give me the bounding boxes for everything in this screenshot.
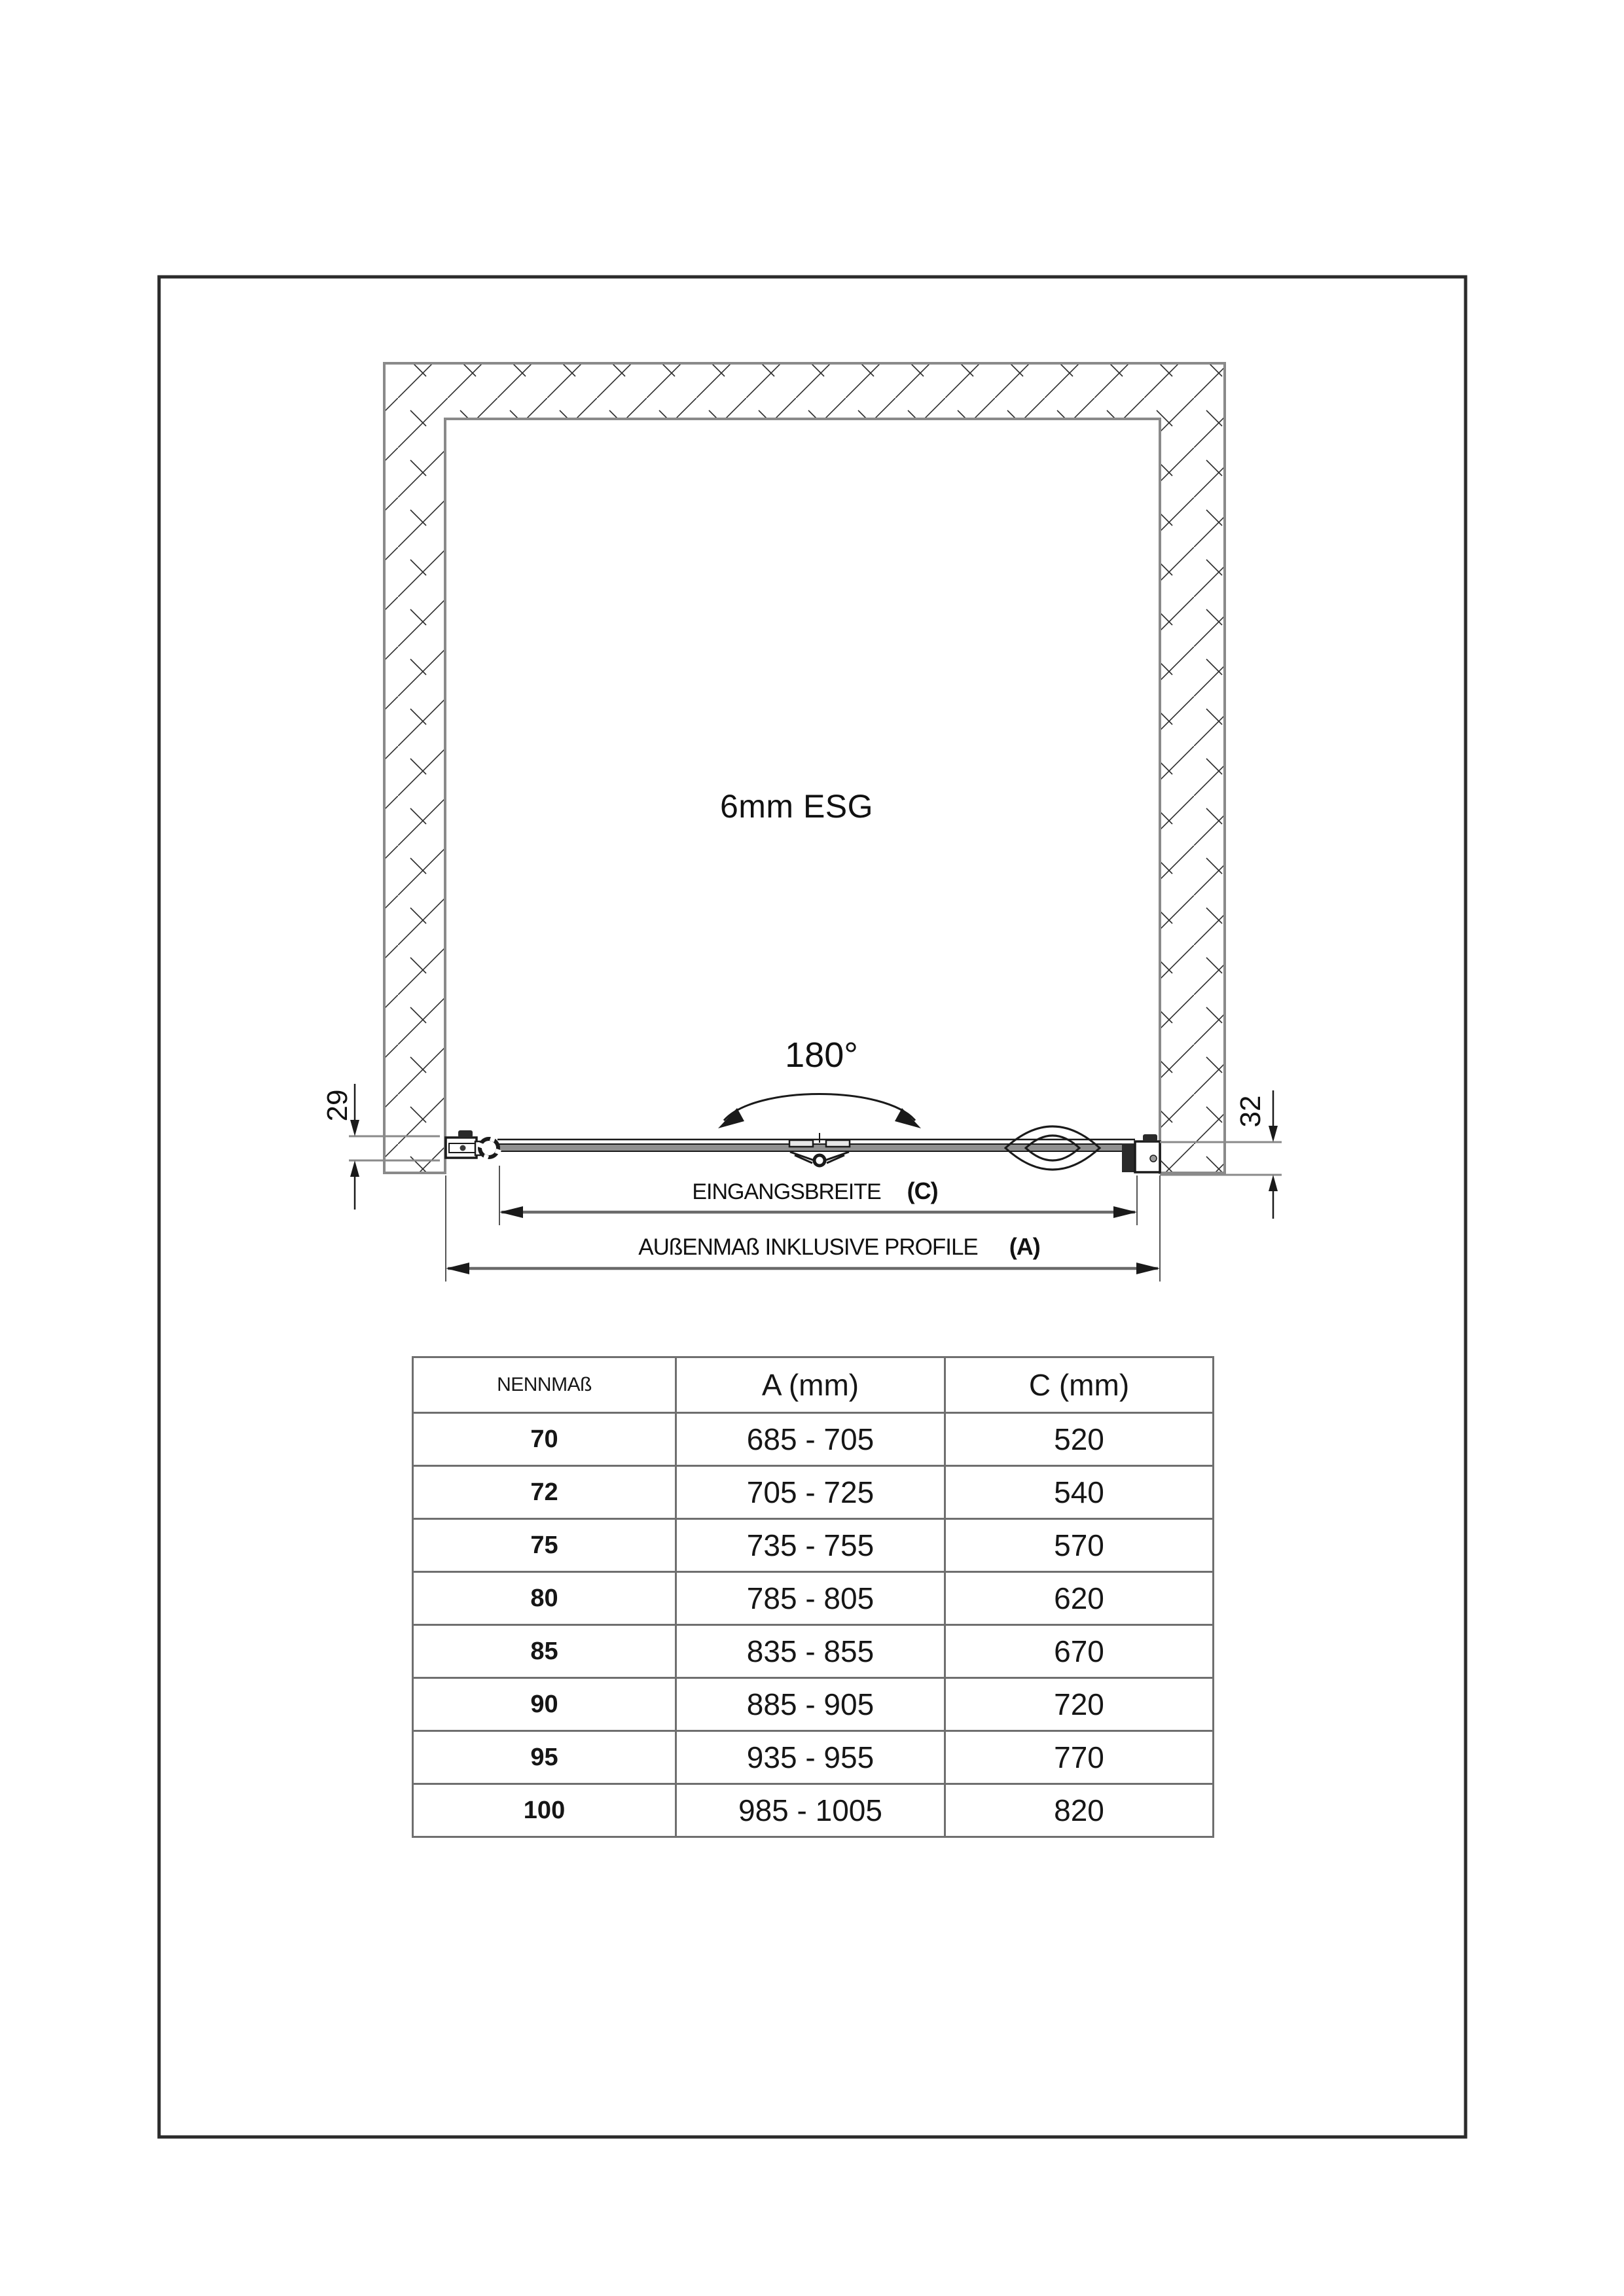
table-cell: 705 - 725 <box>676 1466 945 1519</box>
glass-thickness-label: 6mm ESG <box>719 788 874 825</box>
dimension-c-code: (C) <box>907 1177 938 1204</box>
table-header-c: C (mm) <box>945 1357 1214 1413</box>
table-cell: 75 <box>413 1519 676 1572</box>
table-cell: 80 <box>413 1572 676 1625</box>
table-cell: 785 - 805 <box>676 1572 945 1625</box>
table-cell: 620 <box>945 1572 1214 1625</box>
dimension-c-caption <box>692 1177 937 1205</box>
dimension-32-label: 32 <box>1235 1095 1267 1128</box>
table-cell: 95 <box>413 1731 676 1784</box>
table-cell: 820 <box>945 1784 1214 1837</box>
table-cell: 670 <box>945 1625 1214 1678</box>
table-cell: 72 <box>413 1466 676 1519</box>
table-header-nennmass: NENNMAß <box>413 1357 676 1413</box>
table-row <box>413 1572 1214 1625</box>
dimension-c-text: EINGANGSBREITE <box>692 1179 881 1204</box>
table-cell: 90 <box>413 1678 676 1731</box>
table-cell: 835 - 855 <box>676 1625 945 1678</box>
table-cell: 935 - 955 <box>676 1731 945 1784</box>
table-cell: 685 - 705 <box>676 1413 945 1466</box>
table-row <box>413 1519 1214 1572</box>
table-cell: 570 <box>945 1519 1214 1572</box>
glass-panel <box>497 1139 1135 1151</box>
table-row <box>413 1784 1214 1837</box>
dimension-a-text: AUßENMAß INKLUSIVE PROFILE <box>638 1234 978 1260</box>
table-row <box>413 1678 1214 1731</box>
table-cell: 770 <box>945 1731 1214 1784</box>
dimension-a-code: (A) <box>1009 1233 1040 1260</box>
table-cell: 540 <box>945 1466 1214 1519</box>
size-table <box>412 1356 1214 1838</box>
table-cell: 85 <box>413 1625 676 1678</box>
table-cell: 70 <box>413 1413 676 1466</box>
swing-angle-label: 180° <box>785 1035 858 1075</box>
dimension-29-label: 29 <box>321 1089 353 1122</box>
table-row <box>413 1731 1214 1784</box>
table-cell: 720 <box>945 1678 1214 1731</box>
table-cell: 520 <box>945 1413 1214 1466</box>
table-cell: 735 - 755 <box>676 1519 945 1572</box>
table-header-a: A (mm) <box>676 1357 945 1413</box>
table-row <box>413 1466 1214 1519</box>
swing-arc <box>718 1094 921 1129</box>
hinge-detail <box>446 1130 505 1164</box>
table-header-row <box>413 1357 1214 1413</box>
table-cell: 100 <box>413 1784 676 1837</box>
table-row <box>413 1625 1214 1678</box>
dimension-a-caption <box>638 1233 1040 1261</box>
table-row <box>413 1413 1214 1466</box>
table-cell: 985 - 1005 <box>676 1784 945 1837</box>
table-cell: 885 - 905 <box>676 1678 945 1731</box>
